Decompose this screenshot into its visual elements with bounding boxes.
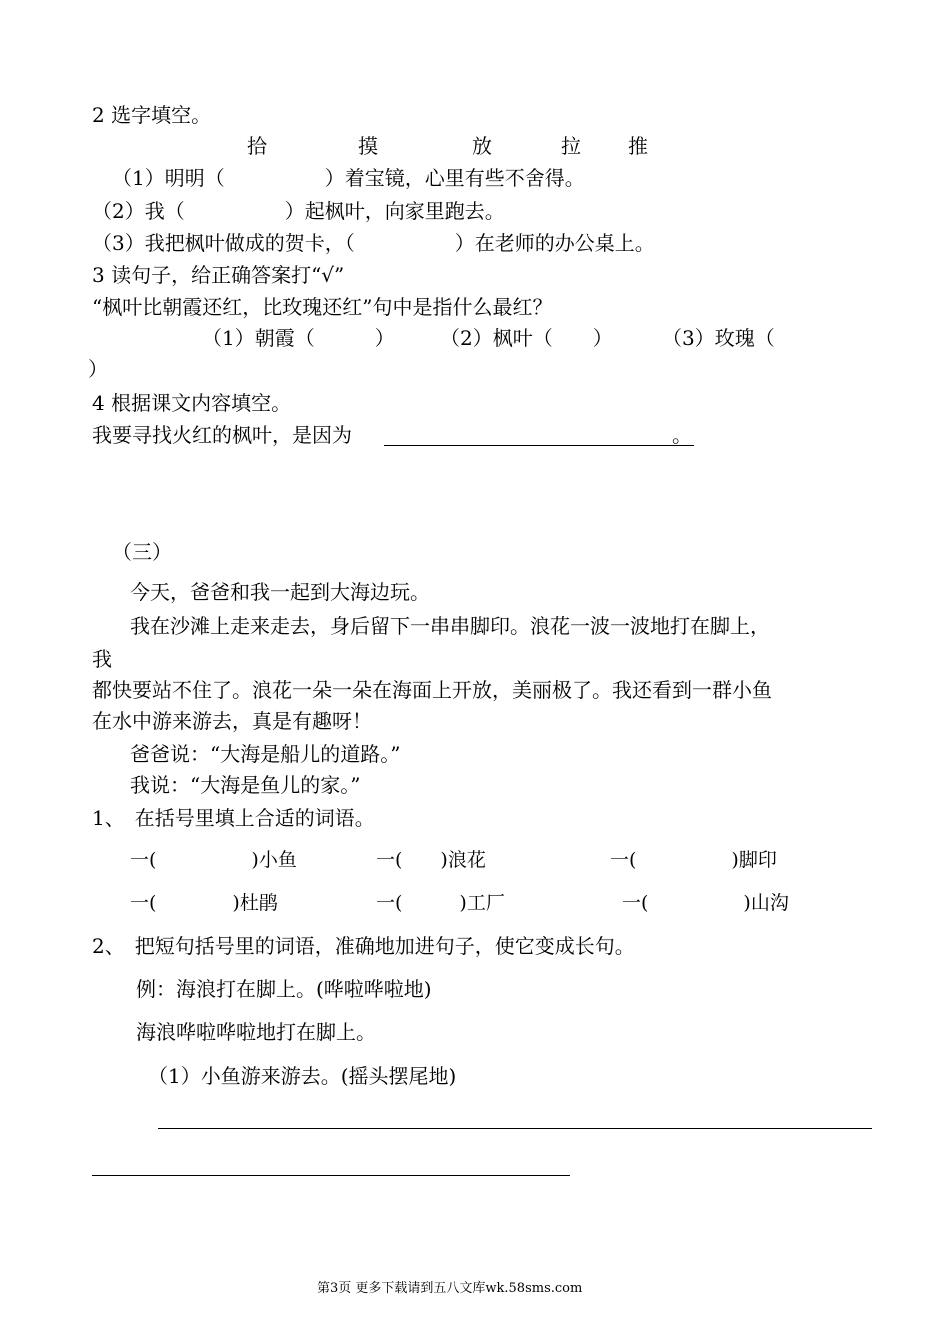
- sq2-example: 例：海浪打在脚上。(哗啦哗啦地): [136, 977, 432, 1001]
- answer-line[interactable]: [92, 1175, 570, 1176]
- q2-title: 2 选字填空。: [92, 103, 212, 127]
- q4-text: 我要寻找火红的枫叶，是因为: [92, 423, 352, 447]
- q3-option-1: （1）朝霞（ ）: [202, 326, 395, 350]
- choice-word: 拾: [247, 134, 267, 158]
- choice-word: 推: [628, 134, 648, 158]
- q3-quote: “枫叶比朝霞还红，比玫瑰还红”句中是指什么最红？: [92, 295, 553, 319]
- q3-option-2: （2）枫叶（ ）: [440, 326, 613, 350]
- passage-line: 在水中游来游去，真是有趣呀！: [92, 709, 372, 733]
- sq1-blank: 一( )山沟: [622, 892, 789, 914]
- sq1-blank: 一( )小鱼: [130, 849, 297, 871]
- page-footer: 第3页 更多下载请到五八文库wk.58sms.com: [317, 1281, 583, 1296]
- choice-word: 放: [472, 134, 492, 158]
- q4-title: 4 根据课文内容填空。: [92, 391, 292, 415]
- q3-option-3-close: ）: [88, 357, 108, 381]
- sq1-blank: 一( )杜鹃: [130, 892, 278, 914]
- section-heading: （三）: [112, 540, 172, 564]
- passage-paragraph: 我说：“大海是鱼儿的家。”: [130, 773, 361, 797]
- sq1-blank: 一( )脚印: [610, 849, 777, 871]
- choice-word: 拉: [561, 134, 581, 158]
- answer-line[interactable]: [158, 1128, 872, 1129]
- sq2-example-answer: 海浪哗啦哗啦地打在脚上。: [136, 1020, 376, 1044]
- passage-line: 我: [92, 647, 112, 671]
- sq2-title: 2、 把短句括号里的词语，准确地加进句子，使它变成长句。: [92, 934, 635, 958]
- sq2-item-1: （1）小鱼游来游去。(摇头摆尾地): [148, 1064, 457, 1088]
- q2-sentence-2: （2）我（ ）起枫叶，向家里跑去。: [92, 199, 505, 223]
- passage-paragraph: 我在沙滩上走来走去，身后留下一串串脚印。浪花一波一波地打在脚上，: [130, 614, 770, 638]
- sq1-title: 1、 在括号里填上合适的词语。: [92, 806, 375, 830]
- q3-title: 3 读句子，给正确答案打“√”: [92, 263, 345, 287]
- passage-paragraph: 爸爸说：“大海是船儿的道路。”: [130, 742, 401, 766]
- choice-word: 摸: [358, 134, 378, 158]
- q3-option-3: （3）玫瑰（: [662, 326, 775, 350]
- q2-sentence-3: （3）我把枫叶做成的贺卡，（ ）在老师的办公桌上。: [92, 231, 655, 255]
- passage-paragraph: 今天，爸爸和我一起到大海边玩。: [130, 580, 430, 604]
- sq1-blank: 一( )浪花: [376, 849, 486, 871]
- sq1-blank: 一( )工厂: [376, 892, 505, 914]
- q4-answer-line[interactable]: [384, 445, 694, 446]
- passage-line: 都快要站不住了。浪花一朵一朵在海面上开放，美丽极了。我还看到一群小鱼: [92, 678, 772, 702]
- q4-end: 。: [672, 423, 692, 447]
- q2-sentence-1: （1）明明（ ）着宝镜，心里有些不舍得。: [112, 166, 585, 190]
